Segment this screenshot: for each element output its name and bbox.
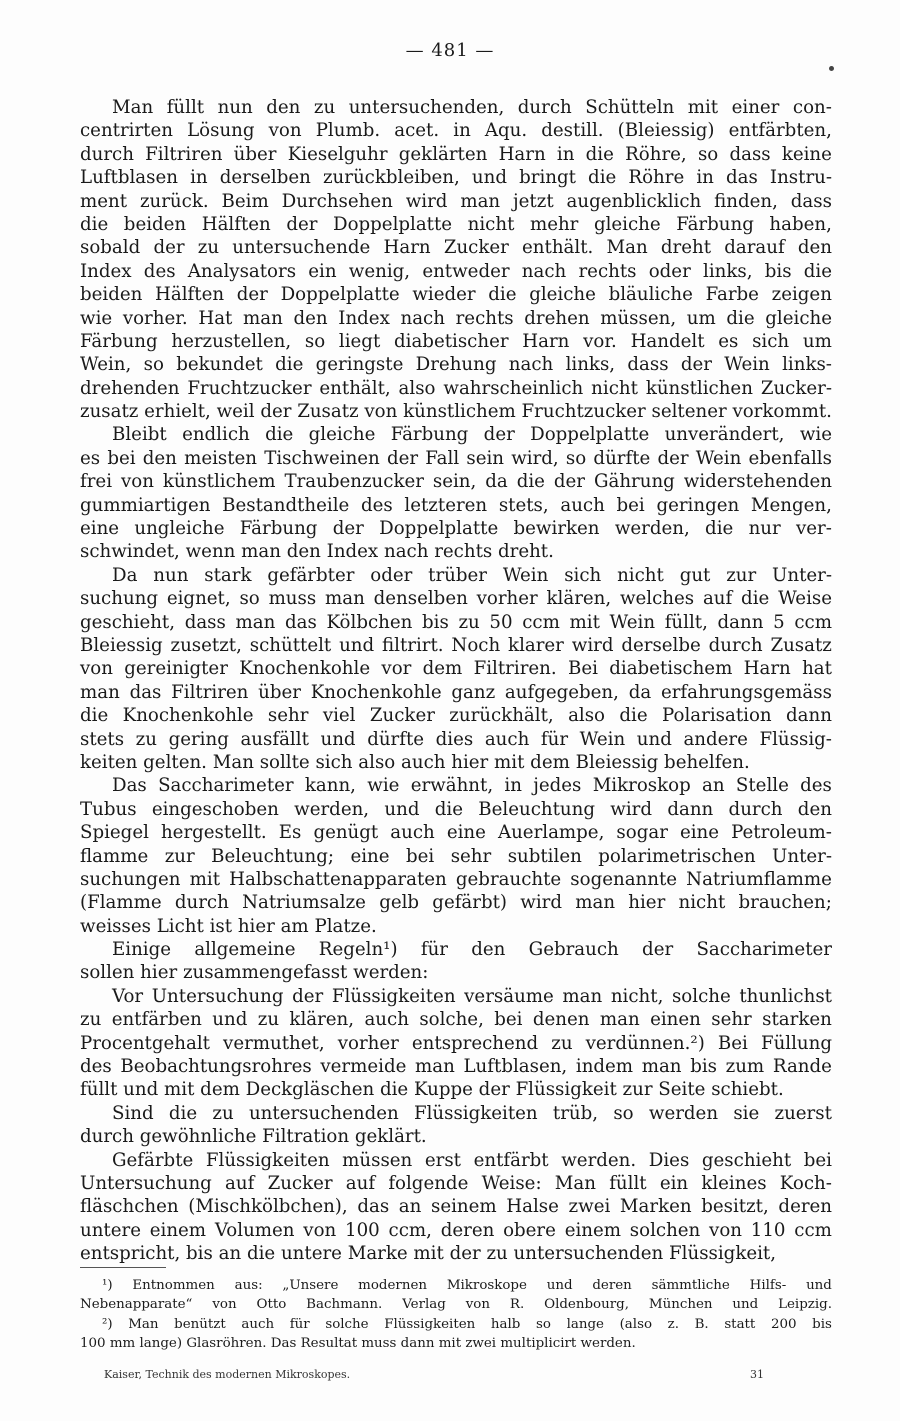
text-line: frei von künstlichem Traubenzucker sein, da die der Gährung widerstehenden	[80, 471, 832, 493]
text-line: von gereinigter Knochenkohle vor dem Filtriren. Bei diabetischem Harn hat	[80, 658, 832, 680]
text-line: füllt und mit dem Deckgläschen die Kuppe der Flüssigkeit zur Seite schiebt.	[80, 1079, 784, 1101]
text-line: die Knochenkohle sehr viel Zucker zurückhält, also die Polarisation dann	[80, 705, 832, 727]
footnote-line: Nebenapparate“ von Otto Bachmann. Verlag von R. Oldenbourg, München und Leipzig.	[80, 1297, 832, 1312]
text-line: weisses Licht ist hier am Platze.	[80, 915, 377, 937]
text-line: entspricht, bis an die untere Marke mit der zu untersuchenden Flüssigkeit,	[80, 1243, 777, 1265]
text-line: Procentgehalt vermuthet, vorher entsprechend zu verdünnen.²) Bei Füllung	[80, 1032, 832, 1054]
page-footer	[104, 1368, 764, 1381]
text-line: drehenden Fruchtzucker enthält, also wahrscheinlich nicht künstlichen Zucker-	[80, 377, 832, 399]
footnote-line: ²) Man benützt auch für solche Flüssigkeiten halb so lange (also z. B. statt 200 bis	[102, 1317, 832, 1332]
text-line: Spiegel hergestellt. Es genügt auch eine Auerlampe, sogar eine Petroleum-	[80, 822, 832, 844]
text-line: Das Saccharimeter kann, wie erwähnt, in jedes Mikroskop an Stelle des	[112, 775, 832, 797]
text-line: schwindet, wenn man den Index nach rechts dreht.	[80, 541, 554, 563]
text-line: man das Filtriren über Knochenkohle ganz aufgegeben, da erfahrungsgemäss	[80, 681, 832, 703]
text-line: Luftblasen in derselben zurückbleiben, und bringt die Röhre in das Instru-	[80, 167, 832, 189]
text-line: sollen hier zusammengefasst werden:	[80, 962, 429, 984]
text-line: Sind die zu untersuchenden Flüssigkeiten trüb, so werden sie zuerst	[112, 1102, 832, 1124]
footnote-rule	[80, 1267, 166, 1268]
text-line: wie vorher. Hat man den Index nach rechts drehen müssen, um die gleiche	[80, 307, 832, 329]
text-line: Da nun stark gefärbter oder trüber Wein sich nicht gut zur Unter-	[112, 564, 832, 586]
text-line: eine ungleiche Färbung der Doppelplatte bewirken werden, die nur ver-	[80, 518, 832, 540]
text-line: gummiartigen Bestandtheile des letzteren stets, auch bei geringen Mengen,	[80, 494, 832, 516]
footnote-line: 100 mm lange) Glasröhren. Das Resultat muss dann mit zwei multiplicirt werden.	[80, 1336, 636, 1351]
text-line: Wein, so bekundet die geringste Drehung nach links, dass der Wein links-	[80, 354, 832, 376]
text-line: geschieht, dass man das Kölbchen bis zu 50 ccm mit Wein füllt, dann 5 ccm	[80, 611, 832, 633]
text-line: Gefärbte Flüssigkeiten müssen erst entfärbt werden. Dies geschieht bei	[112, 1149, 832, 1171]
text-line: keiten gelten. Man sollte sich also auch hier mit dem Bleiessig behelfen.	[80, 751, 750, 773]
text-line: Einige allgemeine Regeln¹) für den Gebrauch der Saccharimeter	[112, 939, 832, 961]
text-line: Bleibt endlich die gleiche Färbung der Doppelplatte unverändert, wie	[112, 424, 832, 446]
text-line: die beiden Hälften der Doppelplatte nicht mehr gleiche Färbung haben,	[80, 213, 832, 235]
text-line: beiden Hälften der Doppelplatte wieder die gleiche bläuliche Farbe zeigen	[80, 284, 832, 306]
text-line: es bei den meisten Tischweinen der Fall sein wird, so dürfte der Wein ebenfalls	[80, 447, 832, 469]
text-line: durch gewöhnliche Filtration geklärt.	[80, 1126, 427, 1148]
text-line: stets zu gering ausfällt und dürfte dies auch für Wein und andere Flüssig-	[80, 728, 832, 750]
text-line: durch Filtriren über Kieselguhr geklärten Harn in die Röhre, so dass keine	[80, 143, 832, 165]
footer-signature: Kaiser, Technik des modernen Mikroskopes.	[104, 1368, 351, 1381]
text-line: des Beobachtungsrohres vermeide man Luftblasen, indem man bis zum Rande	[80, 1056, 832, 1078]
text-line: suchungen mit Halbschattenapparaten gebrauchte sogenannte Natriumflamme	[80, 868, 832, 890]
text-line: sobald der zu untersuchende Harn Zucker enthält. Man dreht darauf den	[80, 237, 832, 259]
text-line: fläschchen (Mischkölbchen), das an seinem Halse zwei Marken besitzt, deren	[80, 1196, 832, 1218]
text-line: centrirten Lösung von Plumb. acet. in Aqu. destill. (Bleiessig) entfärbten,	[80, 120, 832, 142]
text-line: zu entfärben und zu klären, auch solche, bei denen man einen sehr starken	[80, 1009, 832, 1031]
footer-sheet-number: 31	[750, 1368, 764, 1381]
text-line: suchung eignet, so muss man denselben vorher klären, welches auf die Weise	[80, 588, 832, 610]
text-line: Vor Untersuchung der Flüssigkeiten versäume man nicht, solche thunlichst	[112, 985, 832, 1007]
text-line: Untersuchung auf Zucker auf folgende Weise: Man füllt ein kleines Koch-	[80, 1172, 832, 1194]
footnote-line: ¹) Entnommen aus: „Unsere modernen Mikroskope und deren sämmtliche Hilfs- und	[102, 1278, 832, 1293]
text-line: Tubus eingeschoben werden, und die Beleuchtung wird dann durch den	[80, 798, 832, 820]
text-line: flamme zur Beleuchtung; eine bei sehr subtilen polarimetrischen Unter-	[80, 845, 832, 867]
text-line: untere einem Volumen von 100 ccm, deren obere einem solchen von 110 ccm	[80, 1219, 832, 1241]
text-line: ment zurück. Beim Durchsehen wird man jetzt augenblicklich finden, dass	[80, 190, 832, 212]
ink-speck	[829, 66, 834, 71]
body-text	[80, 96, 832, 1266]
page-number: — 481 —	[405, 40, 495, 61]
text-line: Färbung herzustellen, so liegt diabetischer Harn vor. Handelt es sich um	[80, 330, 832, 352]
text-line: (Flamme durch Natriumsalze gelb gefärbt) wird man hier nicht brauchen;	[80, 892, 832, 914]
text-line: Bleiessig zusetzt, schüttelt und filtrirt. Noch klarer wird derselbe durch Zusatz	[80, 634, 832, 656]
text-line: zusatz erhielt, weil der Zusatz von künstlichem Fruchtzucker seltener vorkommt.	[80, 401, 832, 423]
text-line: Index des Analysators ein wenig, entweder nach rechts oder links, bis die	[80, 260, 832, 282]
text-line: Man füllt nun den zu untersuchenden, durch Schütteln mit einer con-	[112, 97, 832, 118]
